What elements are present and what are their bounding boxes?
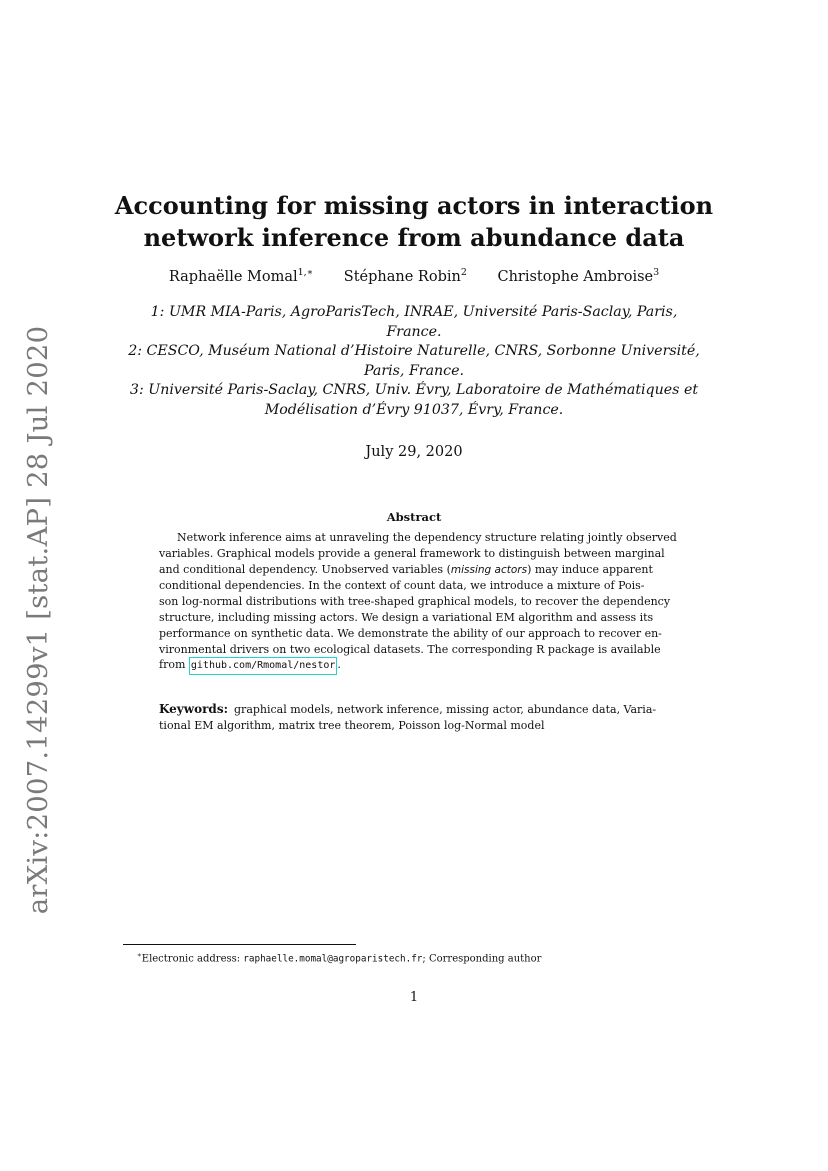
abstract-line bbox=[159, 610, 671, 626]
keywords-text: graphical models, network inference, missing actor, abundance data, Varia- bbox=[234, 703, 657, 716]
arxiv-identifier-stamp: arXiv:2007.14299v1 [stat.AP] 28 Jul 2020 bbox=[22, 325, 54, 915]
abstract-line bbox=[159, 642, 671, 658]
abstract-text: Network inference aims at unraveling the dependency structure relating jointly observed bbox=[177, 531, 677, 544]
title-line-1: Accounting for missing actors in interaction bbox=[114, 191, 714, 220]
page-number: 1 bbox=[409, 990, 419, 1005]
github-repo-link[interactable]: github.com/Rmomal/nestor bbox=[189, 657, 338, 675]
author-2-name: Stéphane Robin bbox=[343, 268, 461, 285]
footnote-mark: ∗ bbox=[137, 951, 142, 959]
affiliation-line: 3: Université Paris-Saclay, CNRS, Univ. Évry, Laboratoire de Mathématiques et bbox=[129, 382, 699, 398]
footnote-divider bbox=[123, 944, 356, 945]
author-email: raphaelle.momal@agroparistech.fr bbox=[243, 953, 423, 965]
affiliations bbox=[110, 303, 718, 420]
abstract-text bbox=[159, 562, 653, 579]
abstract-text: vironmental drivers on two ecological datasets. The corresponding R package is available bbox=[159, 642, 661, 656]
footnote-text: ; Corresponding author bbox=[422, 953, 542, 965]
title-line-2: network inference from abundance data bbox=[143, 223, 685, 252]
abstract-body bbox=[159, 530, 677, 675]
abstract-line bbox=[159, 626, 671, 642]
abstract-text: performance on synthetic data. We demonstrate the ability of our approach to recover en- bbox=[159, 626, 662, 640]
affiliation-line: Paris, France. bbox=[363, 362, 465, 379]
paper-date: July 29, 2020 bbox=[365, 444, 463, 460]
keywords-line: tional EM algorithm, matrix tree theorem, Poisson log-Normal model bbox=[159, 719, 545, 732]
author-2 bbox=[344, 269, 467, 285]
author-list bbox=[0, 267, 828, 285]
paper-title bbox=[0, 190, 828, 254]
keywords-label: Keywords: bbox=[159, 702, 229, 716]
abstract-text: and conditional dependency. Unobserved variables ( bbox=[159, 562, 451, 576]
abstract-text: conditional dependencies. In the context of count data, we introduce a mixture of Pois- bbox=[159, 579, 645, 593]
abstract-text: structure, including missing actors. We design a variational EM algorithm and assess its bbox=[159, 610, 654, 624]
footnote bbox=[137, 951, 541, 964]
author-3-affil-mark: 3 bbox=[653, 267, 660, 278]
abstract-text: . bbox=[337, 658, 341, 672]
affiliation-line: Modélisation d’Évry 91037, Évry, France. bbox=[264, 401, 564, 418]
footnote-text: Electronic address: bbox=[141, 953, 244, 965]
abstract-text: variables. Graphical models provide a general framework to distinguish between marginal bbox=[159, 546, 665, 560]
abstract-line bbox=[159, 530, 677, 546]
author-1-affil-mark: 1,∗ bbox=[297, 267, 314, 278]
emphasized-term: missing actors bbox=[450, 563, 528, 576]
author-1-name: Raphaëlle Momal bbox=[168, 268, 298, 285]
abstract-line bbox=[159, 546, 671, 562]
affiliation-line: France. bbox=[386, 323, 442, 340]
author-1 bbox=[169, 269, 313, 285]
abstract-text: from bbox=[159, 658, 186, 672]
author-3 bbox=[497, 269, 659, 285]
keywords-line bbox=[159, 701, 671, 718]
affiliation-line: 1: UMR MIA-Paris, AgroParisTech, INRAE, Université Paris-Saclay, Paris, bbox=[150, 304, 678, 320]
abstract-line bbox=[159, 594, 671, 610]
abstract-text: son log-normal distributions with tree-shaped graphical models, to recover the dependency bbox=[159, 595, 671, 609]
abstract-line bbox=[159, 578, 671, 594]
abstract-heading: Abstract bbox=[386, 510, 442, 524]
abstract-text: ) may induce apparent bbox=[527, 562, 653, 576]
abstract-line bbox=[159, 562, 671, 579]
author-3-name: Christophe Ambroise bbox=[497, 268, 654, 285]
affiliation-line: 2: CESCO, Muséum National d’Histoire Naturelle, CNRS, Sorbonne Université, bbox=[128, 343, 700, 359]
author-2-affil-mark: 2 bbox=[460, 267, 467, 278]
keywords-block bbox=[159, 701, 671, 734]
abstract-line bbox=[159, 657, 671, 675]
